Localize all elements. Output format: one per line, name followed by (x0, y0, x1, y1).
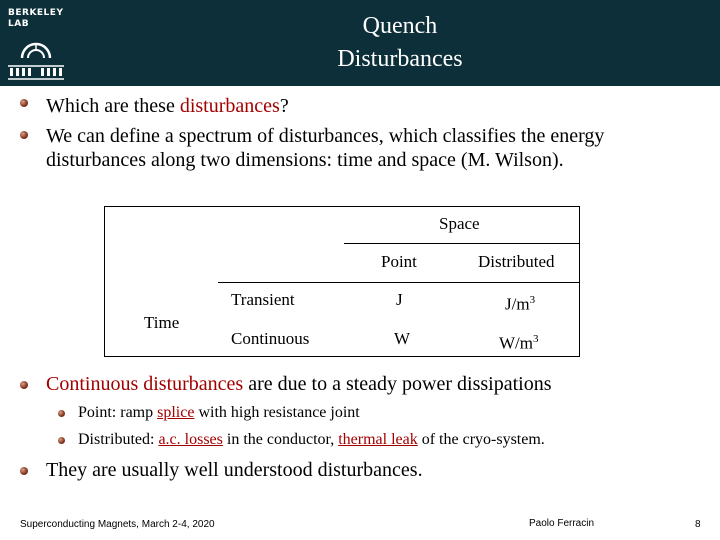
space-header-divider (344, 243, 580, 244)
bullet-icon (58, 437, 65, 444)
bullet-icon (20, 131, 28, 139)
sub-bullet-distributed (78, 430, 545, 450)
continuous-disturbances-heading (46, 372, 551, 396)
sub2-highlight-ac-losses: a.c. losses (158, 431, 223, 448)
sub2-suffix: of the cryo-system. (417, 431, 545, 448)
continuous-heading-highlight: Continuous disturbances (46, 373, 244, 395)
bullet-1-highlight: disturbances (179, 95, 280, 117)
exponent-3: 3 (533, 333, 539, 345)
footer-page-number: 8 (695, 519, 701, 530)
berkeley-lab-logo-icon (4, 42, 68, 86)
sub2-highlight-thermal-leak: thermal leak (338, 431, 418, 448)
cell-transient-distributed (505, 290, 535, 315)
slide-header (0, 0, 720, 86)
column-header-divider (218, 282, 580, 283)
bullet-icon (58, 410, 65, 417)
berkeley-lab-logo (4, 4, 68, 84)
cell-continuous-distributed (499, 329, 539, 354)
bullet-which-disturbances (46, 94, 289, 118)
sub2-mid: in the conductor, (222, 431, 339, 448)
bullet-icon (20, 99, 28, 107)
bullet-spectrum-line-2: disturbances along two dimensions: time and space (M. Wilson). (46, 149, 564, 171)
logo-line-2: LAB (8, 19, 30, 29)
footer-author: Paolo Ferracin (529, 518, 595, 529)
bullet-icon (20, 381, 28, 389)
column-point: Point (381, 252, 417, 271)
bullet-spectrum-line-1: We can define a spectrum of disturbances, which classifies the energy (46, 125, 605, 147)
space-label: Space (439, 214, 480, 233)
footer-conference: Superconducting Magnets, March 2-4, 2020 (20, 519, 215, 530)
continuous-heading-rest: are due to a steady power dissipations (243, 373, 552, 395)
bullet-1-suffix: ? (279, 95, 289, 117)
row-continuous: Continuous (231, 329, 310, 348)
slide-title-line-2: Disturbances (337, 46, 463, 72)
sub-bullet-point (78, 403, 360, 423)
logo-text (8, 8, 63, 30)
time-label: Time (144, 313, 180, 332)
bullet-icon (20, 467, 28, 475)
sub1-suffix: with high resistance joint (194, 404, 360, 421)
cell-transient-point: J (396, 290, 403, 309)
logo-line-1: BERKELEY (8, 8, 64, 18)
cell-continuous-point: W (394, 329, 411, 348)
sub2-prefix: Distributed: (78, 431, 159, 448)
row-transient: Transient (231, 290, 295, 309)
exponent-3: 3 (529, 294, 536, 306)
sub1-highlight: splice (157, 404, 195, 421)
slide-title-line-1: Quench (362, 13, 438, 39)
bullet-1-prefix: Which are these (46, 95, 180, 117)
unit-w-per-m: W/m (499, 333, 533, 353)
slide-title (260, 10, 540, 76)
final-bullet: They are usually well understood disturbances. (46, 459, 423, 481)
column-distributed: Distributed (478, 252, 555, 271)
sub1-prefix: Point: ramp (78, 404, 158, 421)
unit-j-per-m: J/m (505, 294, 530, 314)
